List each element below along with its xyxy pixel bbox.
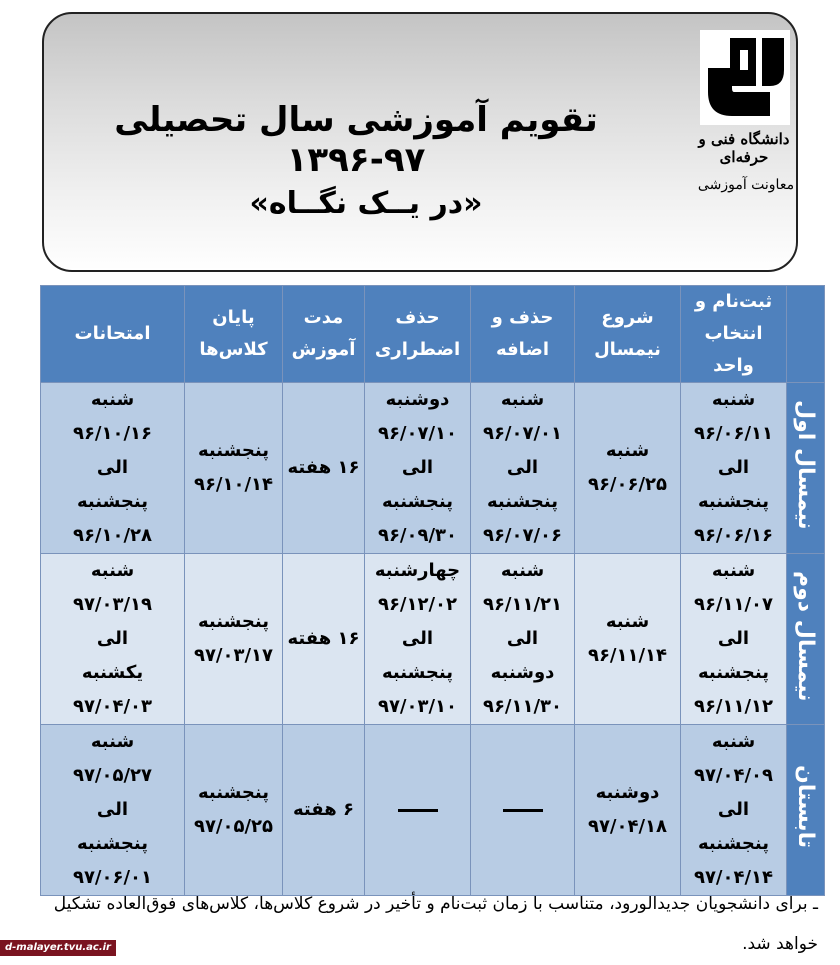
- cell-emergency-drop-empty: [365, 725, 471, 896]
- site-watermark[interactable]: d-malayer.tvu.ac.ir: [0, 940, 116, 956]
- university-logo: [700, 30, 790, 125]
- dash-mark: [398, 809, 438, 812]
- cell-registration: شنبه ۹۶/۱۱/۰۷ الی پنجشنبه ۹۶/۱۱/۱۲: [681, 554, 787, 725]
- header-semester-start: شروع نیمسال: [575, 286, 681, 383]
- cell-add-drop: شنبه ۹۶/۰۷/۰۱ الی پنجشنبه ۹۶/۰۷/۰۶: [471, 383, 575, 554]
- header-add-drop: حذف و اضافه: [471, 286, 575, 383]
- cell-exams: شنبه ۹۶/۱۰/۱۶ الی پنجشنبه ۹۶/۱۰/۲۸: [41, 383, 185, 554]
- cell-add-drop: شنبه ۹۶/۱۱/۲۱ الی دوشنبه ۹۶/۱۱/۳۰: [471, 554, 575, 725]
- header-registration: ثبت‌نام و انتخاب واحد: [681, 286, 787, 383]
- semester-label: نیمسال اول: [787, 383, 825, 554]
- header-classes-end: پایان کلاس‌ها: [185, 286, 283, 383]
- cell-classes-end: پنجشنبه ۹۷/۰۳/۱۷: [185, 554, 283, 725]
- cell-duration: ۱۶ هفته: [283, 383, 365, 554]
- cell-classes-end: پنجشنبه ۹۶/۱۰/۱۴: [185, 383, 283, 554]
- cell-add-drop-empty: [471, 725, 575, 896]
- cell-semester-start: دوشنبه ۹۷/۰۴/۱۸: [575, 725, 681, 896]
- cell-registration: شنبه ۹۶/۰۶/۱۱ الی پنجشنبه ۹۶/۰۶/۱۶: [681, 383, 787, 554]
- university-name: دانشگاه فنی و حرفه‌ای: [698, 130, 790, 166]
- dash-mark: [503, 809, 543, 812]
- header-exams: امتحانات: [41, 286, 185, 383]
- cell-semester-start: شنبه ۹۶/۰۶/۲۵: [575, 383, 681, 554]
- cell-exams: شنبه ۹۷/۰۳/۱۹ الی یکشنبه ۹۷/۰۴/۰۳: [41, 554, 185, 725]
- header-duration: مدت آموزش: [283, 286, 365, 383]
- header-banner: [42, 12, 798, 272]
- footnote: ـ برای دانشجویان جدیدالورود، متناسب با زمان ثبت‌نام و تأخیر در شروع کلاس‌ها، کلاس‌های فوق‌العاده تشکیل خواهد شد.: [53, 894, 818, 954]
- table-row-summer: [41, 725, 825, 896]
- cell-emergency-drop: چهارشنبه ۹۶/۱۲/۰۲ الی پنجشنبه ۹۷/۰۳/۱۰: [365, 554, 471, 725]
- semester-label: تابستان: [787, 725, 825, 896]
- cell-emergency-drop: دوشنبه ۹۶/۰۷/۱۰ الی پنجشنبه ۹۶/۰۹/۳۰: [365, 383, 471, 554]
- calendar-table: [40, 285, 825, 896]
- table-row-first-semester: [41, 383, 825, 554]
- page-subtitle: «در یــک نگــاه»: [249, 186, 483, 221]
- cell-duration: ۱۶ هفته: [283, 554, 365, 725]
- cell-duration: ۶ هفته: [283, 725, 365, 896]
- semester-label: نیمسال دوم: [787, 554, 825, 725]
- header-corner: [787, 286, 825, 383]
- page-title: تقویم آموزشی سال تحصیلی ۹۷-۱۳۹۶: [114, 100, 598, 180]
- header-row: [41, 286, 825, 383]
- cell-semester-start: شنبه ۹۶/۱۱/۱۴: [575, 554, 681, 725]
- cell-exams: شنبه ۹۷/۰۵/۲۷ الی پنجشنبه ۹۷/۰۶/۰۱: [41, 725, 185, 896]
- header-emergency-drop: حذف اضطراری: [365, 286, 471, 383]
- department-name: معاونت آموزشی: [697, 177, 795, 193]
- cell-registration: شنبه ۹۷/۰۴/۰۹ الی پنجشنبه ۹۷/۰۴/۱۴: [681, 725, 787, 896]
- cell-classes-end: پنجشنبه ۹۷/۰۵/۲۵: [185, 725, 283, 896]
- table-row-second-semester: [41, 554, 825, 725]
